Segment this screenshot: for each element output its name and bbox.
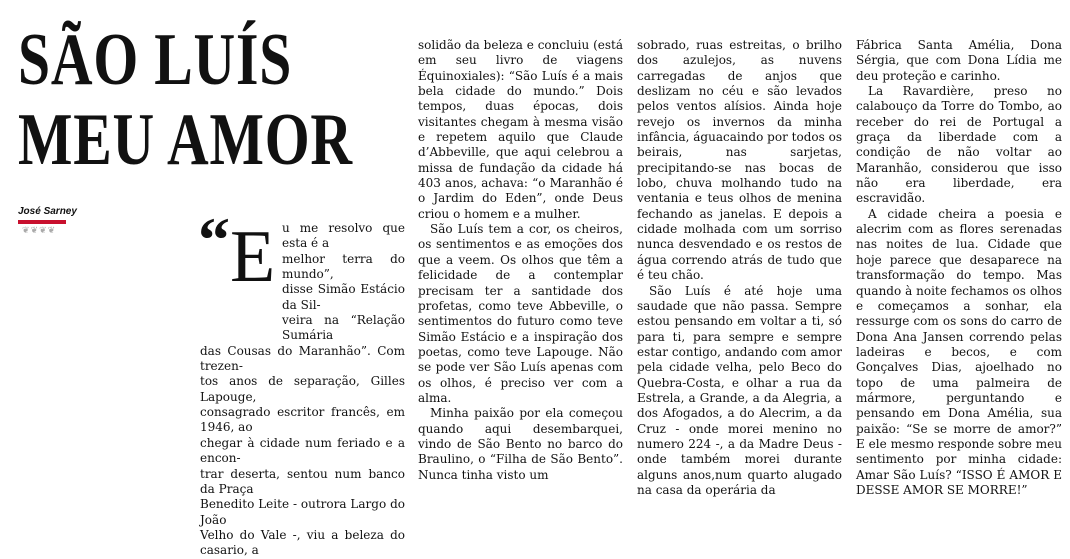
paragraph: São Luís tem a cor, os cheiros, os sentimentos e as emoções dos que a veem. Os olhos que têm a felicidade de a contemplar precisam ter a santidade dos profetas, como teve Abbeville, o sentimentos do futuro como teve Simão Estácio e a inspiração dos poetas, como teve Lapouge. Não se pode ver São Luís apenas com os olhos, é preciso ver com a alma. [418,222,623,405]
paragraph: solidão da beleza e concluiu (está em seu livro de viagens Équinoxiales): “São Luís é a mais bela cidade do mundo.” Dois tempos, duas épocas, dois visitantes chegam à mesma visão e repetem aquilo que Claude d’Abbeville, que aqui celebrou a missa de fundação da cidade há 403 anos, achava: “o Maranhão é o Jardim do Eden”, onde Deus criou o homem e a mulher. [418,38,623,221]
paragraph: São Luís é até hoje uma saudade que não passa. Sempre estou pensando em voltar a ti, só para ti, para sempre e sempre estar contigo, andando com amor pela cidade velha, pelo Beco do Quebra-Costa, e olhar a rua da Estrela, a Grande, a da Alegria, a dos Afogados, a do Alecrim, a da Cruz - onde morei menino no numero 224 -, a da Madre Deus - onde também morei durante alguns anos,num quarto alugado na casa da operária da [637,283,842,497]
col1-line: melhor terra do mundo”, [282,251,405,282]
col1-line: u me resolvo que esta é a [282,221,405,251]
paragraph: La Ravardière, preso no calabouço da Torre do Tombo, ao receber do rei de Portugal a graça da liberdade com a condição de não voltar ao Maranhão, considerou que isso não era liberdade, era escravidão. [856,84,1062,206]
red-rule [18,220,66,224]
col1-line: disse Simão Estácio da Sil- [282,282,405,312]
title-line-2: MEU AMOR [18,99,353,181]
col1-line: tos anos de separação, Gilles Lapouge, [200,374,405,404]
paragraph: A cidade cheira a poesia e alecrim com as flores serenadas nas noites de lua. Cidade que hoje parece que desaparece na transformação do tempo. Mas quando à noite fechamos os olhos e começamos a sonhar, ela ressurge com os sons do carro de Dona Ana Jansen correndo pelas ladeiras e becos, e com Gonçalves Dias, ajoelhado no topo de uma palmeira de mármore, perguntando e pensando em Dona Amélia, sua paixão: “Se se morre de amor?” E ele mesmo responde sobre meu sentimento por minha cidade: Amar São Luís? “ISSO É AMOR E DESSE AMOR SE MORRE!” [856,206,1062,497]
author-byline: José Sarney [18,206,77,217]
col1-line: Benedito Leite - outrora Largo do João [200,497,405,527]
column-3 [637,38,842,498]
paragraph: Fábrica Santa Amélia, Dona Sérgia, que com Dona Lídia me deu proteção e carinho. [856,38,1062,83]
column-1 [200,216,405,559]
drop-cap: E [230,216,276,298]
ornament-icon: ❦❦❦❦ [22,226,57,236]
quote-mark: “ [198,204,230,275]
col1-line: das Cousas do Maranhão”. Com trezen- [200,343,405,374]
col1-line: chegar à cidade num feriado e a encon- [200,435,405,466]
title-line-1: SÃO LUÍS [18,19,293,101]
column-2 [418,38,623,483]
article-title [18,20,353,180]
col1-line: trar deserta, sentou num banco da Praça [200,466,405,496]
column-4 [856,38,1062,498]
paragraph: sobrado, ruas estreitas, o brilho dos azulejos, as nuvens carregadas de anjos que deslizam no céu e são levados pelos ventos alísios. Ainda hoje revejo os invernos da minha infância, águacaindo por todos os beirais, nas sarjetas, precipitando-se nas bocas de lobo, chuva molhando tudo na ventania e teus olhos de menina fechando as janelas. E depois a cidade molhada com um sorriso nunca desvendado e os restos de água correndo atrás de tudo que é teu chão. [637,38,842,283]
col1-line: consagrado escritor francês, em 1946, ao [200,405,405,435]
col1-line: veira na “Relação Sumária [282,313,405,343]
paragraph: Minha paixão por ela começou quando aqui desembarquei, vindo de São Bento no barco do Braulino, o “Filha de São Bento”. Nunca tinha visto um [418,406,623,482]
col1-line: Velho do Vale -, viu a beleza do casario, a [200,527,405,558]
